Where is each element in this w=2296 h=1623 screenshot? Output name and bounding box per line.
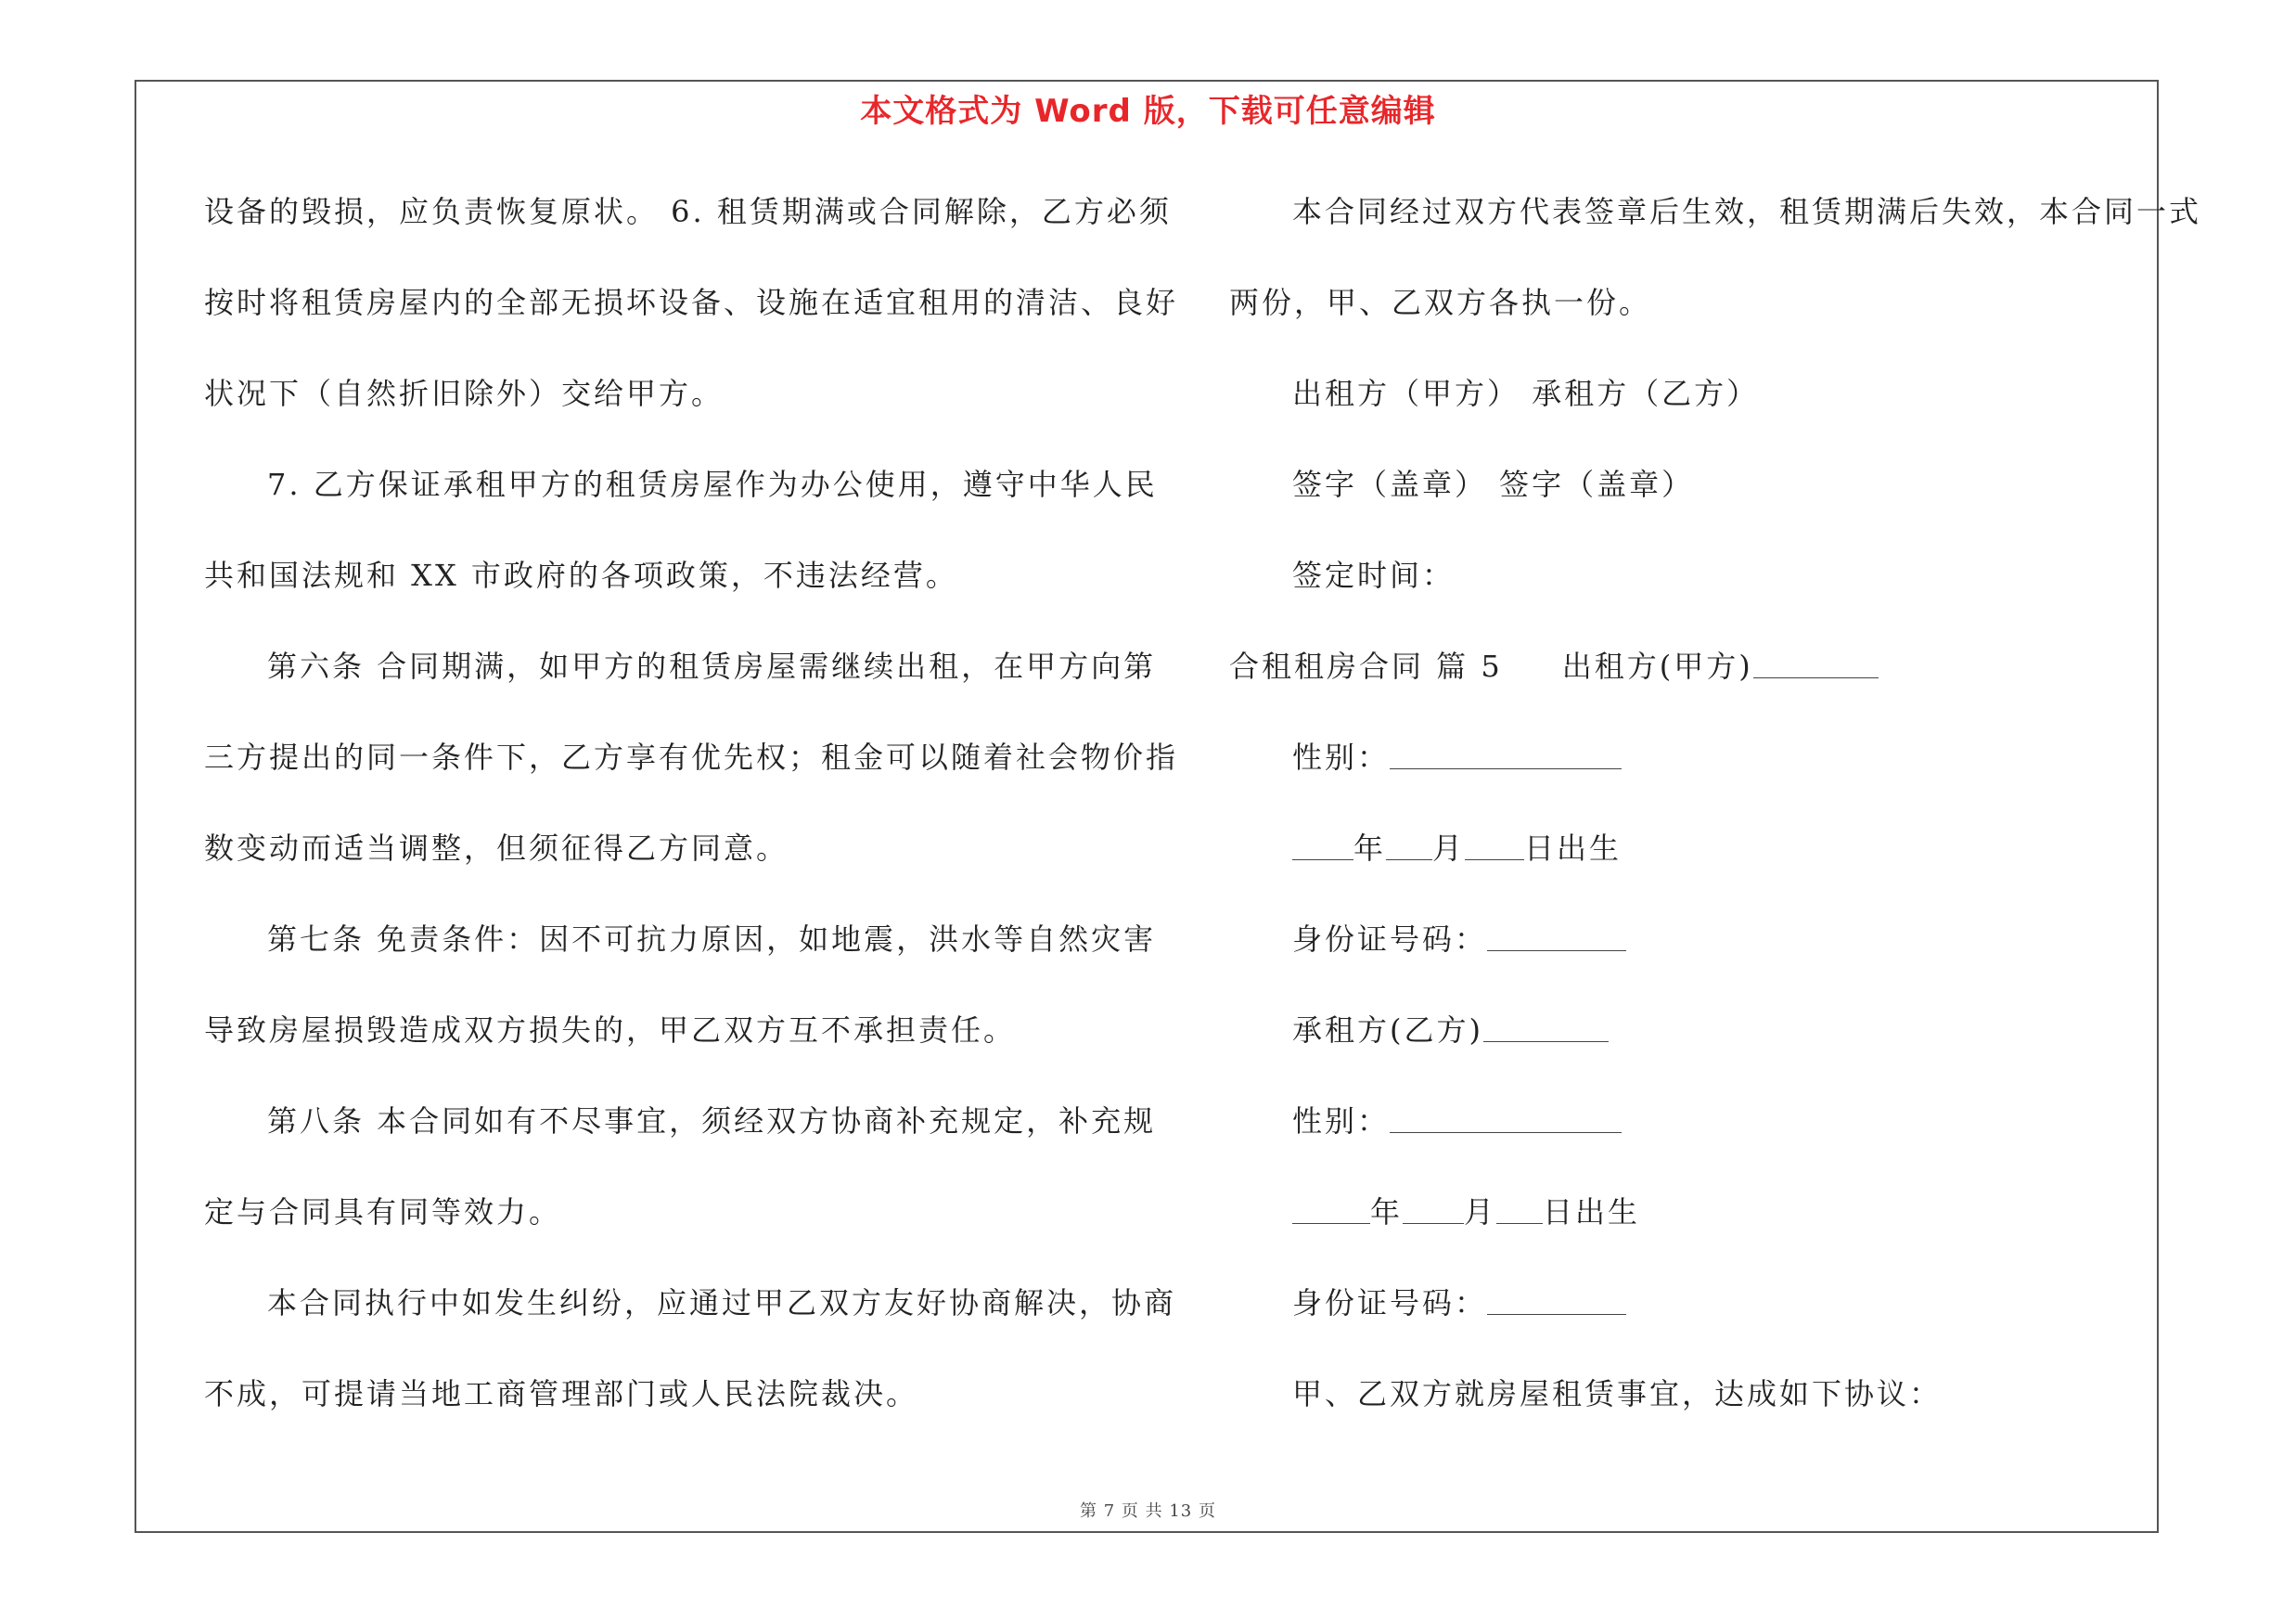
text-line: 设备的毁损，应负责恢复原状。 6. 租赁期满或合同解除，乙方必须 xyxy=(204,194,1172,229)
lessor-birth-line xyxy=(1292,830,1622,867)
id-number-blank[interactable] xyxy=(1487,1286,1626,1315)
section-heading-line xyxy=(1229,648,1879,685)
dispute-paragraph: 本合同执行中如发生纠纷，应通过甲乙双方友好协商解决，协商 xyxy=(267,1285,1177,1320)
birth-day-blank[interactable] xyxy=(1465,831,1524,860)
lessee-birth-line xyxy=(1292,1193,1640,1230)
text-line: 导致房屋损毁造成双方损失的，甲乙双方互不承担责任。 xyxy=(204,1012,1017,1048)
lessor-id-line xyxy=(1292,921,1626,958)
birth-month-blank[interactable] xyxy=(1386,831,1432,860)
article-6-paragraph: 第六条 合同期满，如甲方的租赁房屋需继续出租，在甲方向第 xyxy=(267,649,1157,684)
page-number: 第 7 页 共 13 页 xyxy=(1080,1501,1216,1521)
lessor-gender-line xyxy=(1292,739,1622,776)
birth-day-blank[interactable] xyxy=(1496,1195,1543,1224)
birth-month-blank[interactable] xyxy=(1403,1195,1464,1224)
lessor-name-blank[interactable] xyxy=(1753,650,1879,678)
lessee-label: 承租方(乙方) xyxy=(1292,1012,1483,1048)
gender-blank[interactable] xyxy=(1390,1104,1622,1133)
month-label: 月 xyxy=(1464,1194,1497,1230)
parties-line: 出租方（甲方） 承租方（乙方） xyxy=(1292,376,1760,411)
text-line: 两份，甲、乙双方各执一份。 xyxy=(1229,285,1652,320)
text-line: 三方提出的同一条件下，乙方享有优先权；租金可以随着社会物价指 xyxy=(204,740,1179,775)
signature-line: 签字（盖章） 签字（盖章） xyxy=(1292,467,1695,502)
month-label: 月 xyxy=(1432,831,1466,866)
editable-word-banner: 本文格式为 Word 版，下载可任意编辑 xyxy=(860,93,1436,130)
lessor-label: 出租方(甲方) xyxy=(1561,649,1753,684)
text-line: 共和国法规和 XX 市政府的各项政策，不违法经营。 xyxy=(204,558,958,593)
id-number-label: 身份证号码： xyxy=(1292,921,1488,957)
text-line: 按时将租赁房屋内的全部无损坏设备、设施在适宜租用的清洁、良好 xyxy=(204,285,1179,320)
article-7-paragraph: 第七条 免责条件：因不可抗力原因，如地震，洪水等自然灾害 xyxy=(267,921,1157,957)
day-label: 日出生 xyxy=(1543,1194,1641,1230)
section-title: 合租租房合同 篇 5 xyxy=(1229,649,1503,684)
text-line: 数变动而适当调整，但须征得乙方同意。 xyxy=(204,831,789,866)
lessee-line xyxy=(1292,1011,1609,1049)
id-number-label: 身份证号码： xyxy=(1292,1285,1488,1320)
agreement-intro: 甲、乙双方就房屋租赁事宜，达成如下协议： xyxy=(1292,1376,1943,1411)
gender-label: 性别： xyxy=(1292,1103,1391,1139)
birth-year-blank[interactable] xyxy=(1292,1195,1370,1224)
text-line: 定与合同具有同等效力。 xyxy=(204,1194,562,1230)
day-label: 日出生 xyxy=(1524,831,1623,866)
year-label: 年 xyxy=(1353,831,1387,866)
lessee-id-line xyxy=(1292,1284,1626,1321)
gender-label: 性别： xyxy=(1292,740,1391,775)
clause-7-paragraph: 7. 乙方保证承租甲方的租赁房屋作为办公使用，遵守中华人民 xyxy=(267,467,1158,502)
validity-paragraph: 本合同经过双方代表签章后生效，租赁期满后失效，本合同一式 xyxy=(1292,194,2202,229)
text-line: 状况下（自然折旧除外）交给甲方。 xyxy=(204,376,725,411)
article-8-paragraph: 第八条 本合同如有不尽事宜，须经双方协商补充规定，补充规 xyxy=(267,1103,1157,1139)
gender-blank[interactable] xyxy=(1390,741,1622,769)
year-label: 年 xyxy=(1370,1194,1404,1230)
birth-year-blank[interactable] xyxy=(1292,831,1353,860)
id-number-blank[interactable] xyxy=(1487,922,1626,951)
text-line: 不成，可提请当地工商管理部门或人民法院裁决。 xyxy=(204,1376,919,1411)
lessee-gender-line xyxy=(1292,1102,1622,1140)
sign-date-label: 签定时间： xyxy=(1292,558,1456,593)
lessee-name-blank[interactable] xyxy=(1483,1013,1609,1042)
